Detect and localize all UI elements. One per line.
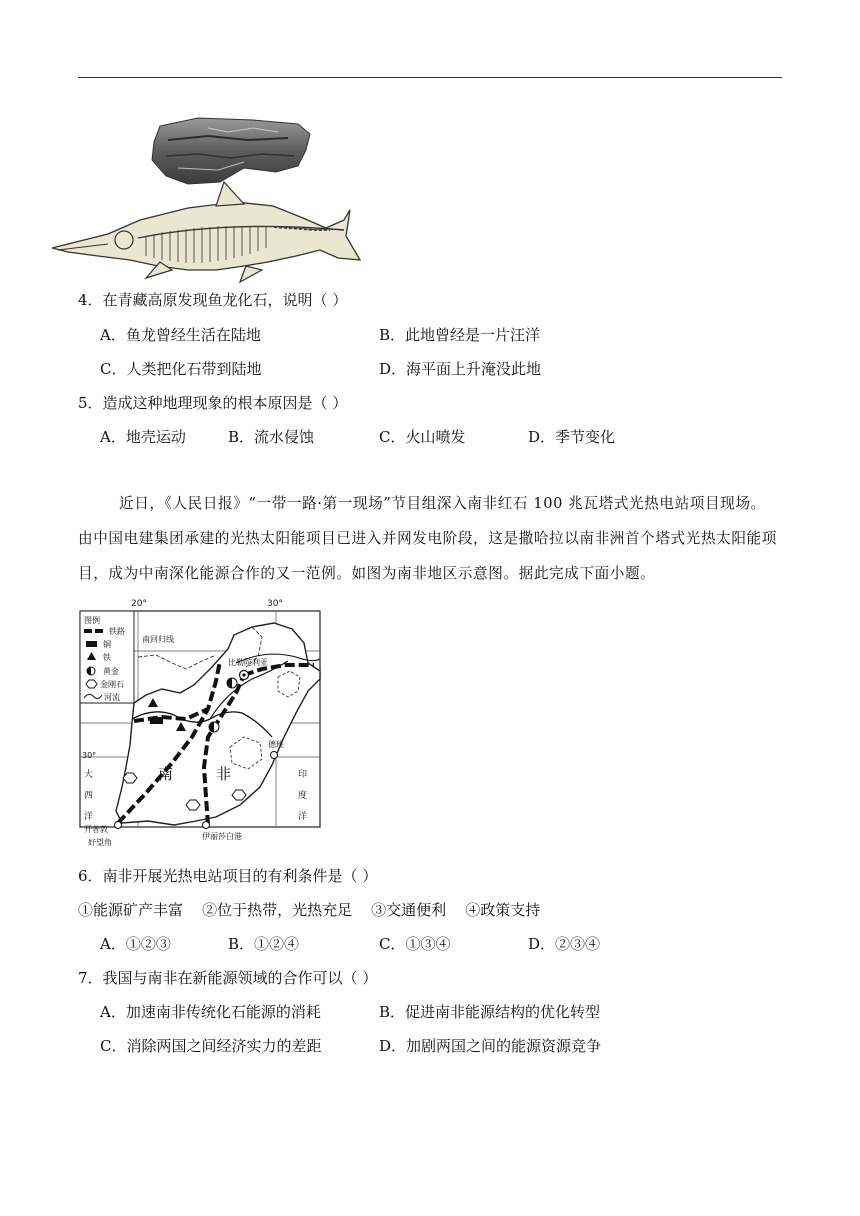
tropic-label: 南回归线 (142, 635, 174, 644)
legend-iron-label: 铁 (103, 653, 111, 662)
map-lat-30-label: 30° (82, 751, 97, 760)
legend-copper-label: 铜 (103, 640, 111, 649)
legend-diamond-label: 金刚石 (100, 680, 124, 689)
passage-line-3: 目，成为中南深化能源合作的又一范例。如图为南非地区示意图。据此完成下面小题。 (78, 565, 656, 582)
map-lon-20-label: 20° (131, 599, 147, 609)
question-4-option-b[interactable]: B．此地曾经是一片汪洋 (379, 326, 541, 344)
capetown-marker (115, 822, 122, 829)
question-4-option-c[interactable]: C．人类把化石带到陆地 (100, 360, 262, 378)
port-elizabeth-label: 伊丽莎白港 (202, 832, 242, 841)
legend-railway-label: 铁路 (109, 627, 125, 636)
country-label-1: 南 (158, 765, 174, 783)
durban-marker (271, 752, 278, 759)
question-6-option-b[interactable]: B．①②④ (228, 935, 300, 953)
question-7-stem: 7．我国与南非在新能源领域的合作可以（ ） (78, 969, 378, 987)
copper-symbol (150, 717, 163, 724)
legend-diamond-symbol (86, 680, 97, 688)
ichthyosaur-skeleton-drawing (52, 182, 360, 282)
pretoria-marker (240, 671, 249, 680)
question-6-conditions: ①能源矿产丰富 ②位于热带，光热充足 ③交通便利 ④政策支持 (78, 901, 541, 919)
question-5-option-c[interactable]: C．火山喷发 (379, 428, 466, 446)
pretoria-label: 比勒陀利亚 (228, 658, 268, 667)
question-4-option-a[interactable]: A．鱼龙曾经生活在陆地 (100, 326, 261, 344)
question-7-option-a[interactable]: A．加速南非传统化石能源的消耗 (100, 1003, 321, 1021)
port-elizabeth-marker (203, 822, 210, 829)
fossil-rock-photo (152, 118, 310, 184)
legend-river-label: 河流 (104, 693, 120, 702)
atlantic-label-2: 西 (84, 791, 94, 801)
ichthyosaur-fossil-figure (48, 110, 378, 290)
question-6-stem: 6．南非开展光热电站项目的有利条件是（ ） (78, 867, 378, 885)
atlantic-label-3: 洋 (84, 812, 94, 822)
indian-label-2: 度 (298, 791, 308, 801)
map-lon-30-label: 30° (267, 599, 283, 609)
question-5-stem: 5．造成这种地理现象的根本原因是（ ） (78, 394, 348, 412)
question-7-option-d[interactable]: D．加剧两国之间的能源资源竞争 (379, 1037, 602, 1055)
indian-label-3: 洋 (298, 812, 308, 822)
indian-label-1: 印 (298, 770, 308, 780)
header-rule (78, 77, 782, 78)
map-legend (80, 611, 134, 703)
legend-title: 图例 (84, 616, 100, 625)
gold-symbol-2 (209, 722, 219, 732)
gold-symbol-1 (227, 678, 237, 688)
question-5-option-a[interactable]: A．地壳运动 (100, 428, 186, 446)
durban-label: 德班 (268, 740, 284, 749)
question-6-option-a[interactable]: A．①②③ (100, 935, 171, 953)
legend-gold-symbol (87, 667, 95, 675)
question-4-option-d[interactable]: D．海平面上升淹没此地 (379, 360, 542, 378)
question-7-option-b[interactable]: B．促进南非能源结构的优化转型 (379, 1003, 601, 1021)
country-label-2: 非 (216, 765, 232, 783)
south-africa-map (76, 597, 328, 847)
passage-line-2: 由中国电建集团承建的光热太阳能项目已进入并网发电阶段，这是撒哈拉以南非洲首个塔式光热太阳能项 (78, 530, 777, 547)
legend-copper-symbol (86, 641, 97, 647)
question-5-option-b[interactable]: B．流水侵蚀 (228, 428, 315, 446)
cape-good-hope-label: 好望角 (88, 838, 112, 847)
question-5-option-d[interactable]: D．季节变化 (528, 428, 616, 446)
passage-line-1: 近日，《人民日报》“一带一路·第一现场”节目组深入南非红石 100 兆瓦塔式光热电站项目现场。 (119, 495, 766, 512)
legend-gold-label: 黄金 (103, 667, 119, 676)
question-4-stem: 4．在青藏高原发现鱼龙化石，说明（ ） (78, 291, 348, 309)
question-6-option-d[interactable]: D．②③④ (528, 935, 601, 953)
capetown-label: 开普敦 (84, 825, 108, 834)
question-6-option-c[interactable]: C．①③④ (379, 935, 451, 953)
question-7-option-c[interactable]: C．消除两国之间经济实力的差距 (100, 1037, 322, 1055)
atlantic-label-1: 大 (84, 770, 94, 780)
